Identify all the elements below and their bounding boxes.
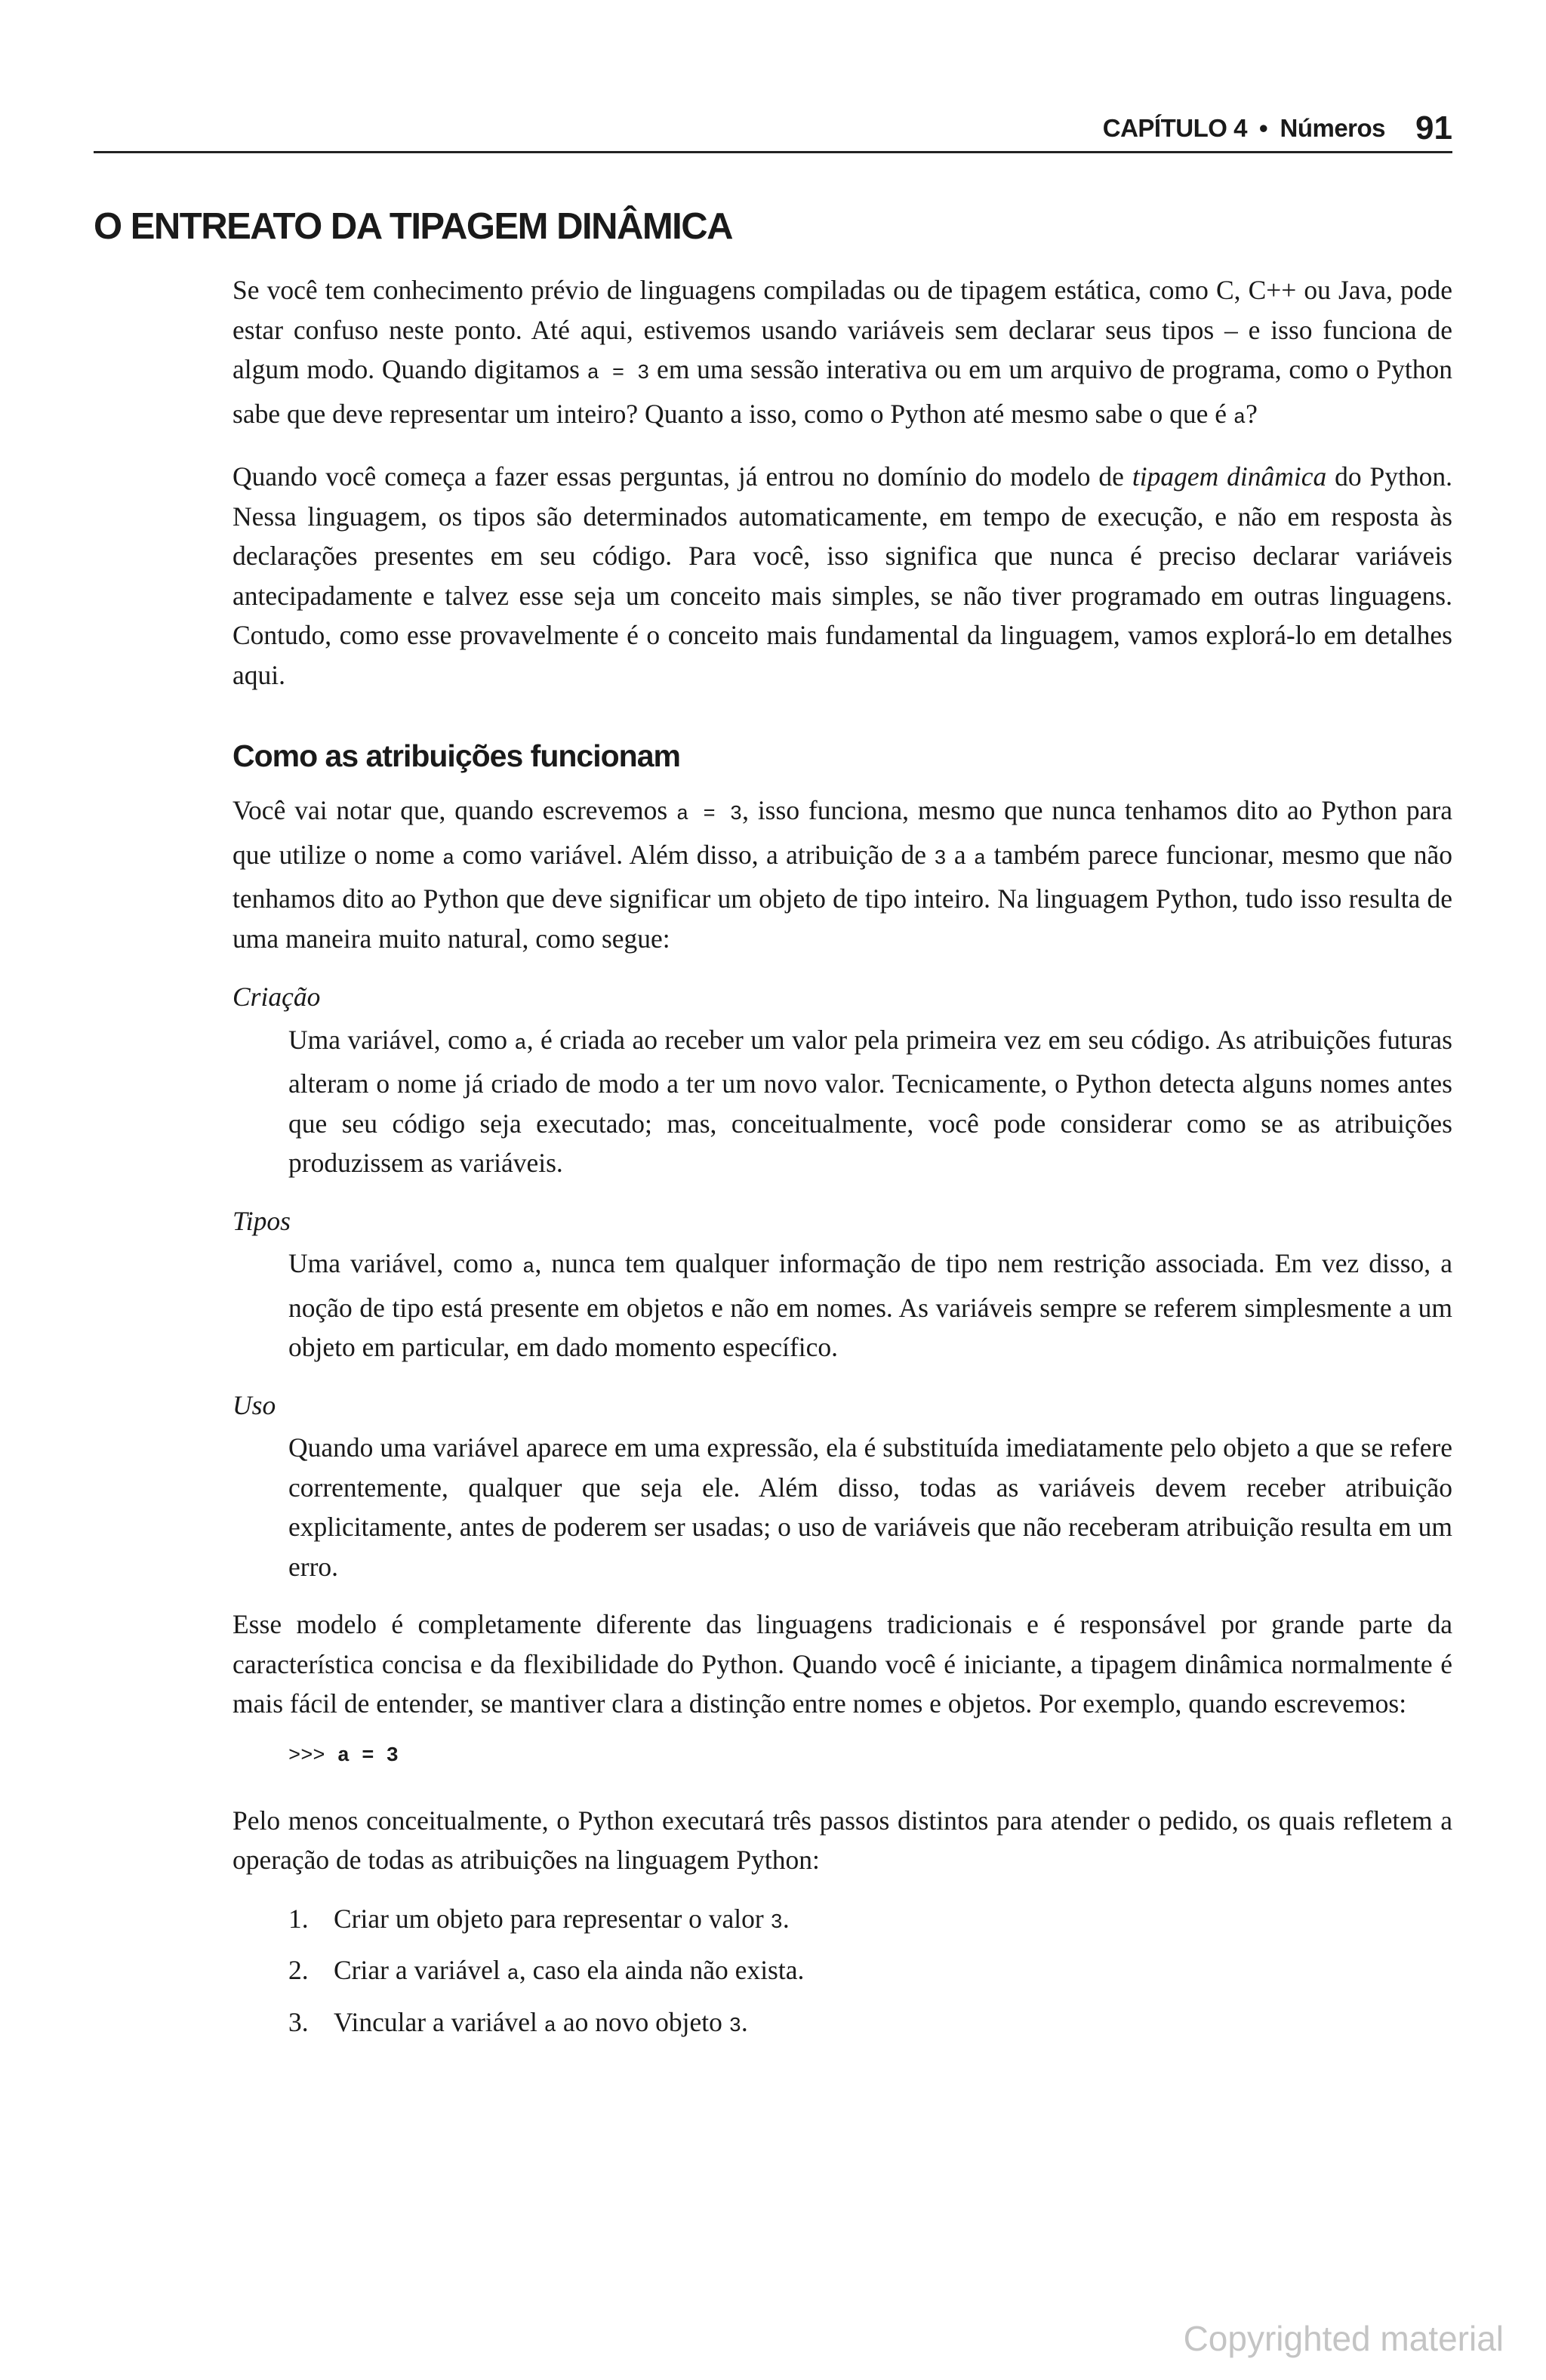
inline-code: a — [974, 847, 987, 871]
chapter-topic: Números — [1280, 114, 1386, 142]
list-item: 1. Criar um objeto para representar o valor 3. — [288, 1903, 790, 1935]
definition-types: Uma variável, como a, nunca tem qualquer informação de tipo nem restrição associada. Em vez disso, a noção de tipo está presente em objetos e não em nomes. As variáveis sempre se referem simplesmente a um objeto em particular, em dado momento específico. — [288, 1248, 1452, 1362]
code-prompt: >>> — [288, 1744, 337, 1768]
code-example — [288, 1745, 1452, 1768]
inline-code: a = 3 — [587, 362, 650, 385]
code-statement: a = 3 — [337, 1744, 399, 1768]
header-bullet: • — [1258, 114, 1268, 142]
list-item: 2. Criar a variável a, caso ela ainda não exista. — [288, 1955, 805, 1986]
definition-creation: Uma variável, como a, é criada ao receber um valor pela primeira vez em seu código. As atribuições futuras alteram o nome já criado de modo a ter um novo valor. Tecnicamente, o Python detecta alguns nomes antes que seu código seja executado; mas, conceitualmente, você pode considerar como se as atribuições produzissem as variáveis. — [288, 1024, 1452, 1178]
model-paragraph: Esse modelo é completamente diferente das linguagens tradicionais e é responsável por grande parte da característica concisa e da flexibilidade do Python. Quando você é iniciante, a tipagem dinâmica normalmente é mais fácil de entender, se mantiver clara a distinção entre nomes e objetos. Por exemplo, quando escrevemos: — [233, 1609, 1452, 1719]
inline-code: 3 — [934, 847, 947, 871]
list-item: 3. Vincular a variável a ao novo objeto 3. — [288, 2006, 748, 2038]
intro-paragraph-2: Quando você começa a fazer essas perguntas, já entrou no domínio do modelo de tipagem dinâmica do Python. Nessa linguagem, os tipos são determinados automaticamente, em tempo de execução, e não em resposta às declarações presentes em seu código. Para você, isso significa que nunca é preciso declarar variáveis antecipadamente e talvez esse seja um conceito mais simples, se não tiver programado em outras linguagens. Contudo, como esse provavelmente é o conceito mais fundamental da linguagem, vamos explorá-lo em detalhes aqui. — [233, 461, 1453, 690]
page-content — [233, 270, 1452, 2054]
inline-code: 3 — [770, 1911, 783, 1935]
copyright-watermark: Copyrighted material — [1183, 2319, 1504, 2358]
inline-code: a — [522, 1256, 535, 1279]
term-creation: Criação — [233, 982, 321, 1012]
intro-paragraph-1: Se você tem conhecimento prévio de linguagens compiladas ou de tipagem estática, como C, C++ ou Java, pode estar confuso neste ponto. Até aqui, estivemos usando variáveis sem declarar seus tipos – e isso funciona de algum modo. Quando digitamos a = 3 em uma sessão interativa ou em um arquivo de programa, como o Python sabe que deve representar um inteiro? Quanto a isso, como o Python até mesmo sabe o que é a? — [233, 275, 1453, 430]
inline-code: a = 3 — [676, 803, 743, 826]
term-types: Tipos — [233, 1205, 291, 1236]
inline-code: a — [514, 1032, 527, 1056]
term-use: Uso — [233, 1389, 276, 1420]
running-head — [94, 106, 1452, 153]
inline-code: a — [442, 847, 455, 871]
page-number: 91 — [1415, 109, 1452, 146]
inline-code: a — [544, 2015, 556, 2038]
chapter-label: CAPÍTULO 4 — [1102, 114, 1247, 142]
emphasis-term: tipagem dinâmica — [1132, 461, 1327, 492]
assignment-paragraph: Você vai notar que, quando escrevemos a = 3, isso funciona, mesmo que nunca tenhamos dito ao Python para que utilize o nome a como variável. Além disso, a atribuição de 3 a a também parece funcionar, mesmo que não tenhamos dito ao Python que deve significar um objeto de tipo inteiro. Na linguagem Python, tudo isso resulta de uma maneira muito natural, como segue: — [233, 795, 1452, 954]
subsection-title: Como as atribuições funcionam — [233, 738, 680, 773]
section-title: O ENTREATO DA TIPAGEM DINÂMICA — [94, 206, 733, 247]
steps-intro-paragraph: Pelo menos conceitualmente, o Python executará três passos distintos para atender o pedido, os quais refletem a operação de todas as atribuições na linguagem Python: — [233, 1805, 1452, 1875]
inline-code: 3 — [728, 2015, 741, 2038]
definition-use: Quando uma variável aparece em uma expressão, ela é substituída imediatamente pelo objeto a que se refere correntemente, qualquer que seja ele. Além disso, todas as variáveis devem receber atribuição explicitamente, antes de poderem ser usadas; o uso de variáveis que não receberam atribuição resulta em um erro. — [288, 1432, 1452, 1582]
inline-code: a — [507, 1963, 519, 1986]
inline-code: a — [1233, 406, 1246, 430]
steps-list — [288, 1899, 1452, 2047]
